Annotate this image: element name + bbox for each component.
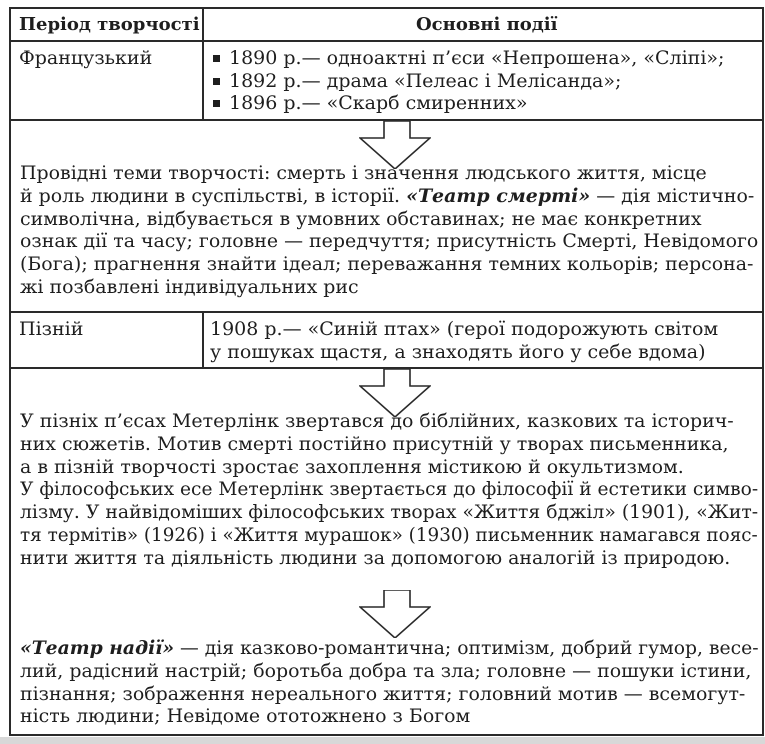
event-text: 1890 р.— одноактні п’єси «Непрошена», «Сліпі»; <box>229 47 725 69</box>
events-late <box>210 318 718 363</box>
text-line <box>20 185 758 208</box>
early-themes-text <box>20 162 760 299</box>
text-fragment: й роль людини в суспільстві, в історії. <box>20 184 407 207</box>
text-line: (Бога); прагнення знайти ідеал; переважання темних кольорів; персона- <box>20 253 754 276</box>
square-bullet-icon <box>213 78 220 85</box>
text-line: тя термітів» (1926) і «Життя мурашок» (1930) письменник намагався пояс- <box>20 523 758 546</box>
text-line: У пізніх п’єсах Метерлінк звертався до біблійних, казкових та історич- <box>20 410 734 432</box>
row-divider <box>11 311 762 313</box>
theatre-of-hope-text <box>20 637 760 728</box>
theatre-of-hope-term: «Театр надії» <box>20 637 175 659</box>
text-line: нити життя та діяльність людини за допомогою аналогій із природою. <box>20 546 731 569</box>
theatre-of-death-term: «Театр смерті» <box>406 184 591 207</box>
page-bottom-edge <box>0 737 765 744</box>
square-bullet-icon <box>213 55 220 62</box>
period-late: Пізній <box>19 318 84 340</box>
text-line: У філософських есе Метерлінк звертається до філософії й естетики симво- <box>20 478 759 501</box>
period-french: Французький <box>19 47 153 69</box>
events-french-list <box>210 47 724 115</box>
column-divider <box>202 9 204 121</box>
down-arrow-outline-icon <box>359 590 431 638</box>
text-line: лий, радісний настрій; боротьба добра та зла; головне — пошуки істини, <box>20 659 752 682</box>
text-line <box>20 637 759 660</box>
text-line: жі позбавлені індивідуальних рис <box>20 275 359 298</box>
text-fragment: — дія містично- <box>590 184 755 207</box>
event-text: 1896 р.— «Скарб смиренних» <box>229 92 528 114</box>
text-line: символічна, відбувається в умовних обставинах; не має конкретних <box>20 207 702 230</box>
event-item <box>210 92 724 115</box>
event-text: 1892 р.— драма «Пелеас і Мелісанда»; <box>229 69 622 92</box>
event-text: 1908 р.— «Синій птах» (герої подорожують світом <box>210 318 719 340</box>
event-text: у пошуках щастя, а знаходять його у себе вдома) <box>210 340 706 363</box>
header-period: Період творчості <box>19 14 200 35</box>
text-line: а в пізній творчості зростає захоплення містикою й окультизмом. <box>20 455 684 478</box>
text-line: них сюжетів. Мотив смерті постійно присутній у творах письменника, <box>20 432 729 455</box>
event-item <box>210 47 724 70</box>
periods-table <box>9 7 764 736</box>
event-item <box>210 70 724 93</box>
text-line: Провідні теми творчості: смерть і значення людського життя, місце <box>20 162 707 184</box>
header-events: Основні події <box>416 14 558 35</box>
text-line: пізнання; зображення нереального життя; головний мотив — всемогут- <box>20 682 746 705</box>
column-divider <box>202 311 204 369</box>
text-fragment: — дія казково-романтична; оптимізм, добрий гумор, весе- <box>174 637 759 659</box>
square-bullet-icon <box>213 100 220 107</box>
late-works-text <box>20 410 760 570</box>
text-line: ознак дії та часу; головне — передчуття; присутність Смерті, Невідомого <box>20 230 759 253</box>
text-line: лізму. У найвідоміших філософських творах «Життя бджіл» (1901), «Жит- <box>20 501 759 524</box>
text-line: ність людини; Невідоме ототожнено з Богом <box>20 705 471 728</box>
row-divider <box>11 40 762 42</box>
